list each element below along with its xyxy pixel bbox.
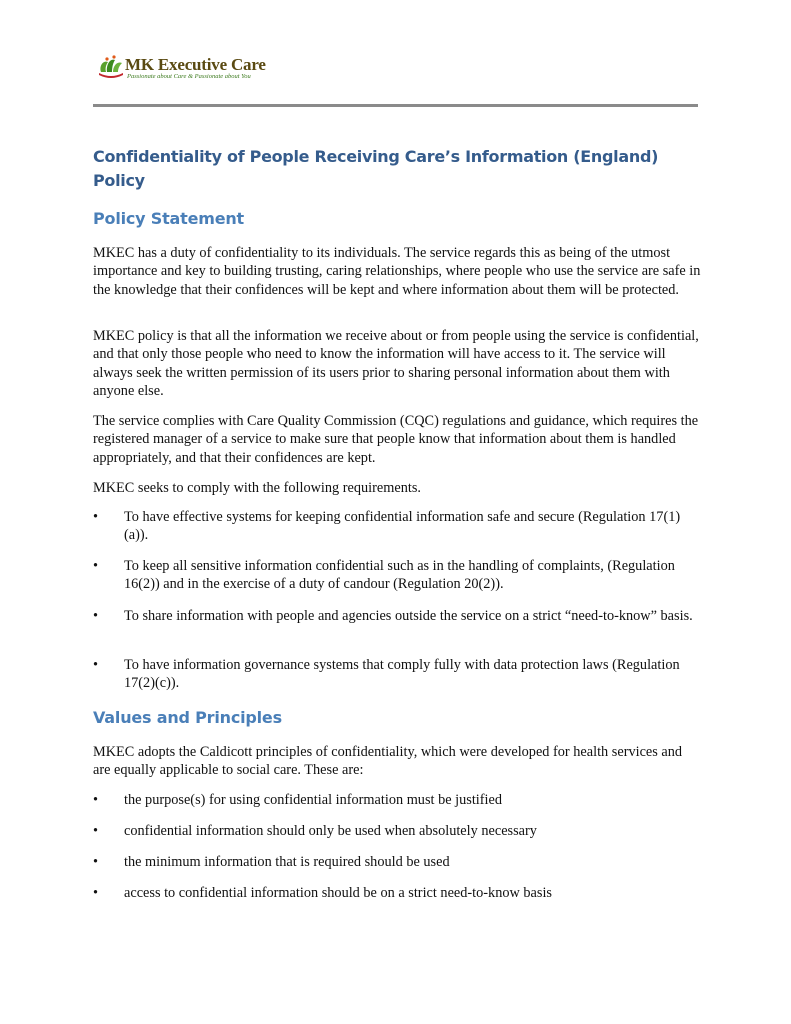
document-title: Confidentiality of People Receiving Care’s Information (England) Policy [93, 147, 659, 190]
section-heading-policy-statement: Policy Statement [93, 209, 245, 228]
paragraph: MKEC policy is that all the information we receive about or from people using the service is confidential, and that only those people who need to know the information will have access to it. The service will always seek the written permission of its users prior to sharing personal information about them with anyone else. [93, 328, 699, 399]
logo-tagline: Passionate about Care & Passionate about You [127, 73, 251, 80]
bullet-icon: • [93, 657, 99, 673]
paragraph: MKEC seeks to comply with the following requirements. [93, 480, 421, 496]
paragraph: The service complies with Care Quality Commission (CQC) regulations and guidance, which requires the registered manager of a service to make sure that people know that information about them is handled appropriately, and that their confidences are kept. [93, 413, 699, 466]
bullet-icon: • [93, 792, 99, 808]
bullet-icon: • [93, 608, 99, 624]
bullet-icon: • [93, 823, 99, 839]
list-item-text: access to confidential information should be on a strict need-to-know basis [124, 885, 552, 901]
list-item-text: To keep all sensitive information confidential such as in the handling of complaints, (Regulation 16(2)) and in the exercise of a duty of candour (Regulation 20(2)). [124, 558, 675, 593]
list-item-text: To have information governance systems that comply fully with data protection laws (Regulation 17(2)(c)). [124, 657, 680, 692]
company-logo [97, 54, 307, 82]
bullet-icon: • [93, 854, 99, 870]
list-item-text: the minimum information that is required should be used [124, 854, 450, 870]
section-heading-values-principles: Values and Principles [93, 708, 282, 727]
header-divider [93, 104, 698, 107]
list-item-text: confidential information should only be used when absolutely necessary [124, 823, 537, 839]
paragraph: MKEC adopts the Caldicott principles of confidentiality, which were developed for health services and are equally applicable to social care. These are: [93, 744, 683, 779]
bullet-icon: • [93, 558, 99, 574]
paragraph: MKEC has a duty of confidentiality to its individuals. The service regards this as being of the utmost importance and key to building trusting, caring relationships, where people who use the service are safe in the knowledge that their confidences will be kept and where information about them will be protected. [93, 245, 701, 298]
leaf-hands-icon [97, 54, 125, 80]
list-item-text: To share information with people and agencies outside the service on a strict “need-to-know” basis. [124, 608, 693, 624]
logo-company-name: MK Executive Care [125, 55, 266, 74]
bullet-icon: • [93, 885, 99, 901]
bullet-icon: • [93, 509, 99, 525]
list-item-text: the purpose(s) for using confidential information must be justified [124, 792, 502, 808]
list-item-text: To have effective systems for keeping confidential information safe and secure (Regulation 17(1)(a)). [124, 509, 681, 544]
